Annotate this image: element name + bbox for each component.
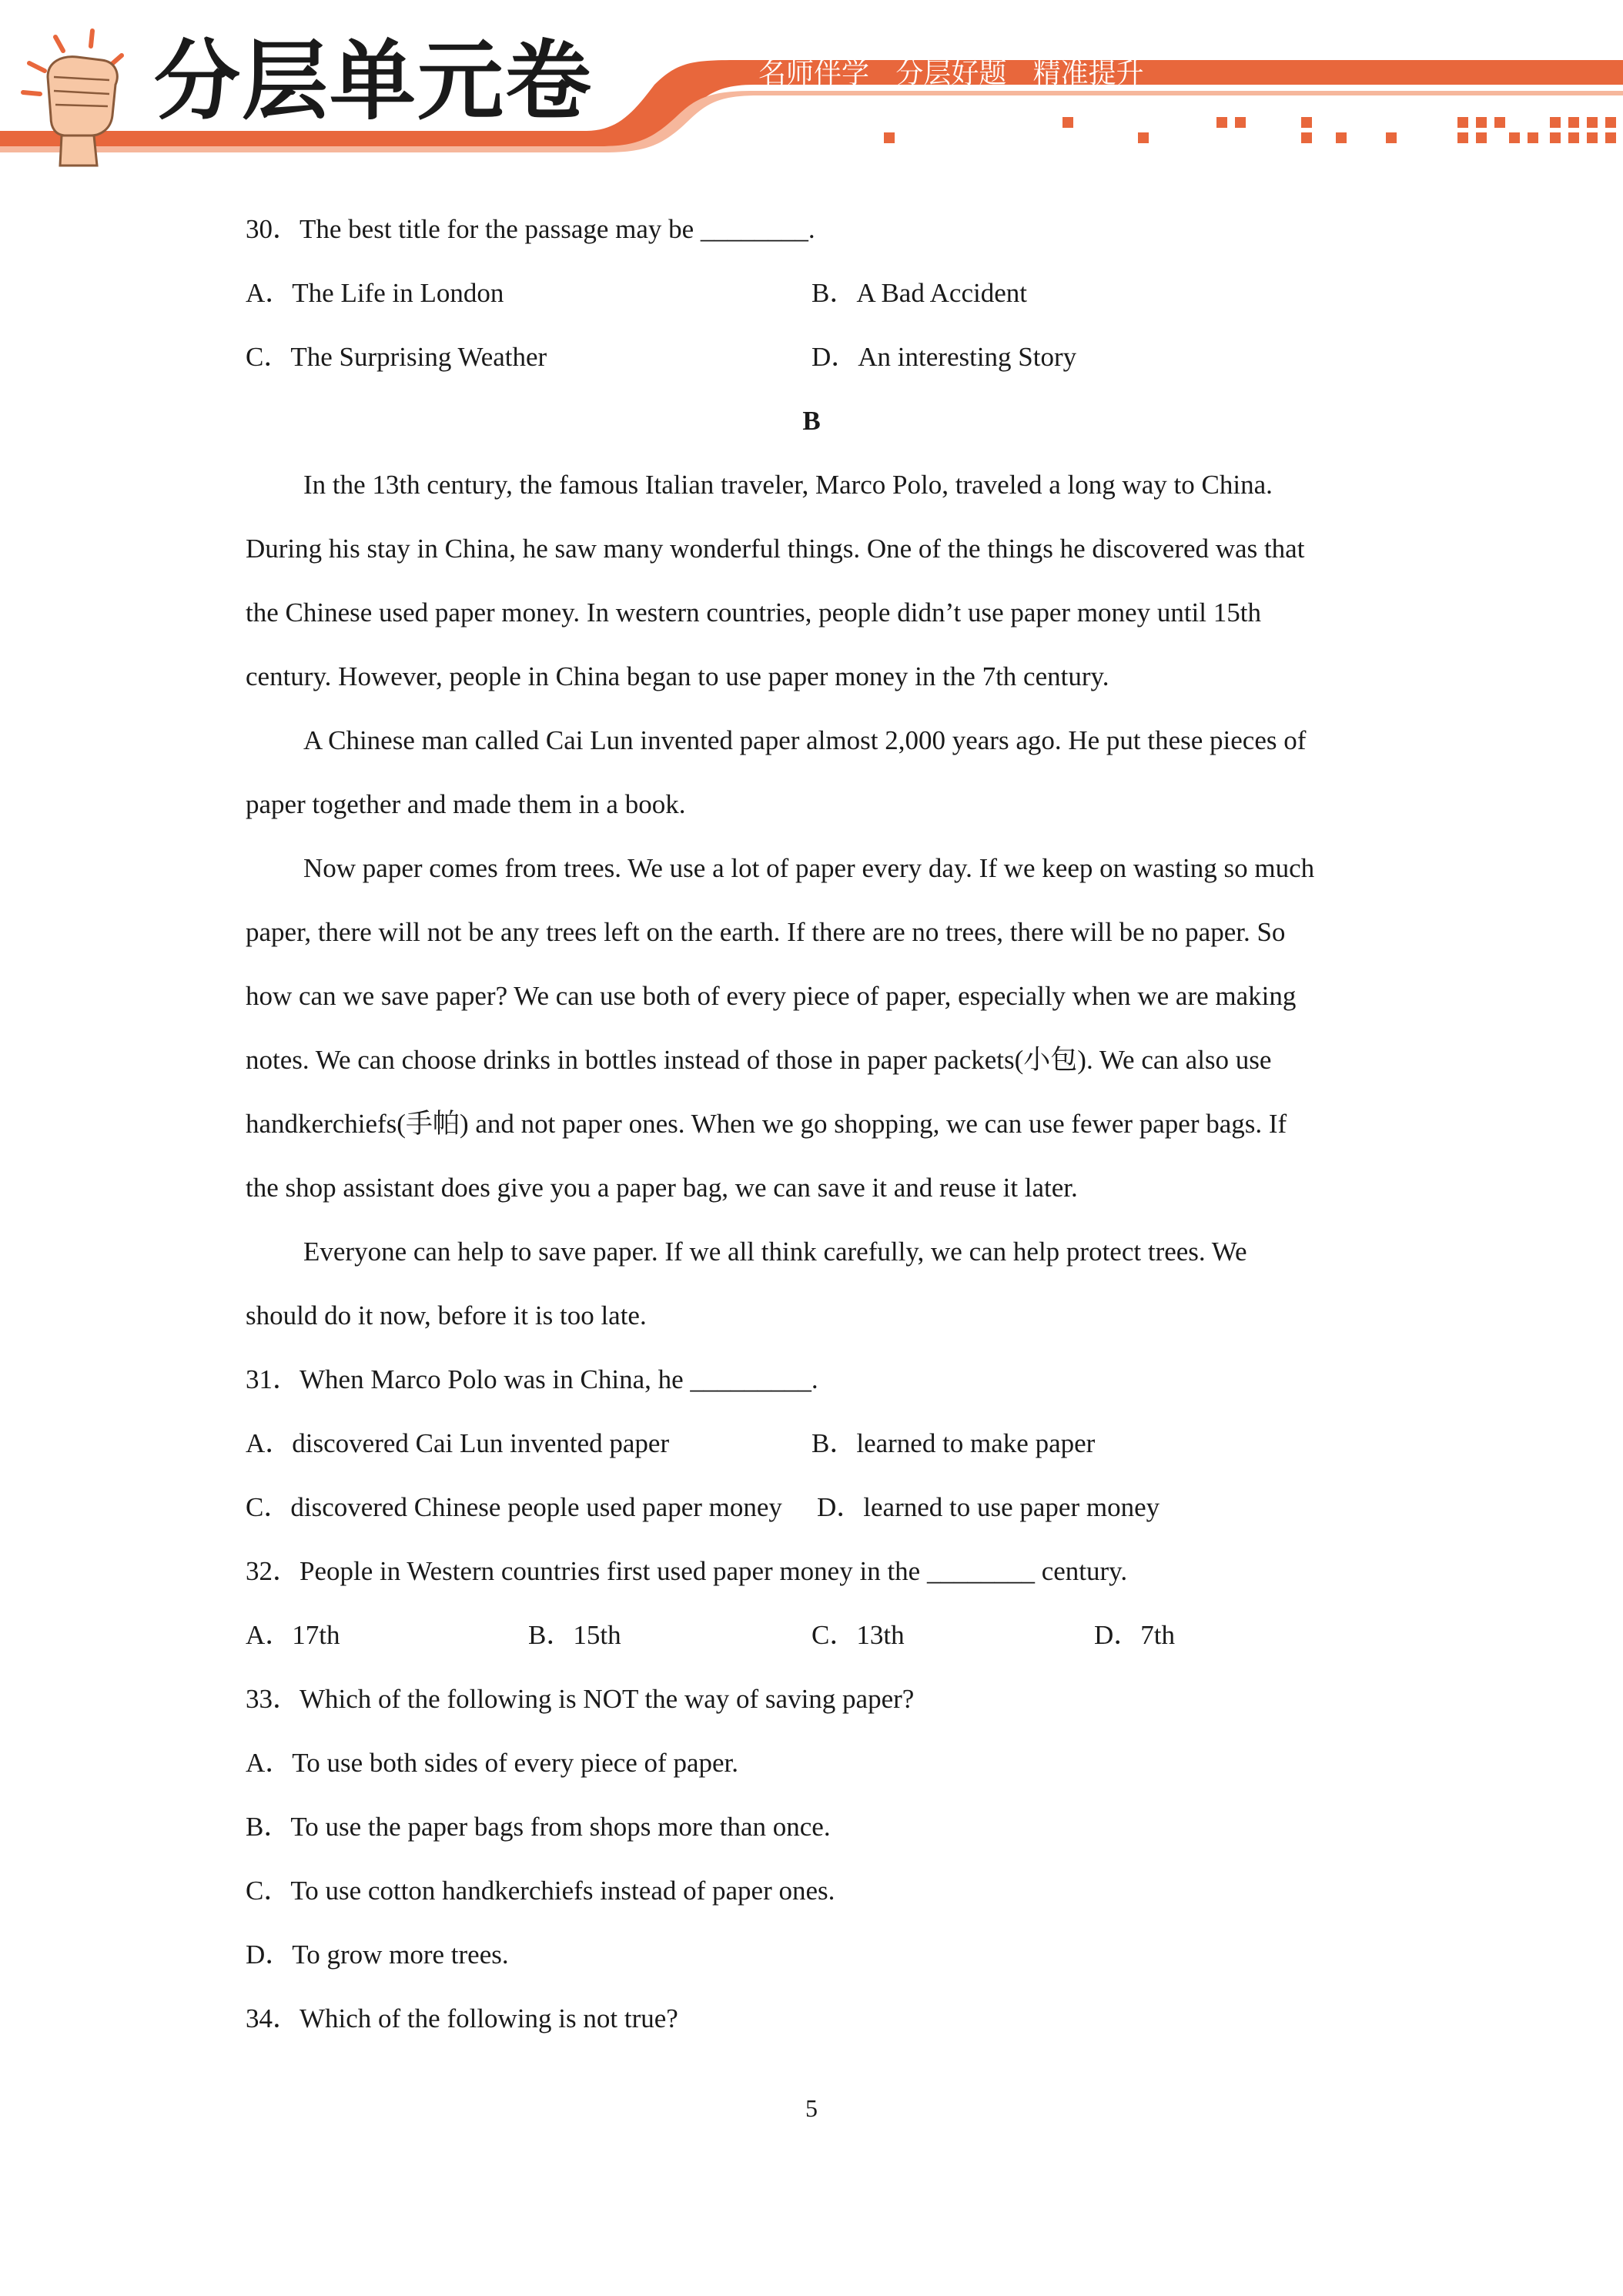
header-slogan: 名师伴学 分层好题 精准提升 [758, 58, 1144, 89]
question-33-option-b: B．To use the paper bags from shops more than once. [246, 1812, 831, 1842]
question-34-stem: 34．Which of the following is not true? [246, 2003, 678, 2033]
question-31-option-b: B．learned to make paper [812, 1428, 1096, 1458]
question-32-option-b: B．15th [528, 1620, 621, 1650]
question-33-option-d: D．To grow more trees. [246, 1940, 509, 1970]
question-31-option-c: C．discovered Chinese people used paper money [246, 1492, 782, 1522]
passage-line: During his stay in China, he saw many wonderful things. One of the things he discovered was that [246, 534, 1305, 564]
passage-line: Everyone can help to save paper. If we all think carefully, we can help protect trees. We [303, 1237, 1247, 1267]
decorative-dots [884, 117, 1616, 143]
passage-line: handkerchiefs(手帕) and not paper ones. When we go shopping, we can use fewer paper bags. If [246, 1109, 1287, 1139]
question-31-stem: 31．When Marco Polo was in China, he _________. [246, 1364, 818, 1394]
passage-line: the shop assistant does give you a paper bag, we can save it and reuse it later. [246, 1173, 1078, 1203]
passage-line: In the 13th century, the famous Italian traveler, Marco Polo, traveled a long way to China. [303, 470, 1273, 500]
question-30-option-d: D．An interesting Story [812, 342, 1077, 372]
page-header [0, 0, 1623, 177]
question-31-option-a: A．discovered Cai Lun invented paper [246, 1428, 670, 1458]
page-number: 5 [805, 2094, 818, 2122]
question-30-option-c: C．The Surprising Weather [246, 342, 547, 372]
passage-line: paper together and made them in a book. [246, 789, 686, 819]
question-32-option-a: A．17th [246, 1620, 340, 1650]
question-32-option-c: C．13th [812, 1620, 905, 1650]
passage-line: notes. We can choose drinks in bottles instead of those in paper packets(小包). We can also use [246, 1045, 1272, 1075]
question-32-stem: 32．People in Western countries first used paper money in the ________ century. [246, 1556, 1128, 1586]
question-30-option-b: B．A Bad Accident [812, 278, 1027, 308]
passage-line: should do it now, before it is too late. [246, 1300, 647, 1330]
passage-line: paper, there will not be any trees left on the earth. If there are no trees, there will be no paper. So [246, 917, 1286, 947]
question-33-stem: 33．Which of the following is NOT the way of saving paper? [246, 1684, 915, 1714]
question-33-option-a: A．To use both sides of every piece of paper. [246, 1748, 738, 1778]
passage-line: A Chinese man called Cai Lun invented paper almost 2,000 years ago. He put these pieces of [303, 725, 1307, 755]
passage-line: century. However, people in China began to use paper money in the 7th century. [246, 661, 1109, 691]
passage-line: the Chinese used paper money. In western countries, people didn’t use paper money until 15th [246, 597, 1261, 628]
passage-line: Now paper comes from trees. We use a lot of paper every day. If we keep on wasting so much [303, 853, 1315, 883]
question-33-option-c: C．To use cotton handkerchiefs instead of paper ones. [246, 1876, 835, 1906]
section-b-title: B [802, 406, 821, 436]
question-31-option-d: D．learned to use paper money [817, 1492, 1160, 1522]
brand-title: 分层单元卷 [154, 32, 593, 132]
question-32-option-d: D．7th [1094, 1620, 1176, 1650]
question-30-option-a: A．The Life in London [246, 278, 504, 308]
passage-line: how can we save paper? We can use both of every piece of paper, especially when we are making [246, 981, 1297, 1011]
question-30-stem: 30．The best title for the passage may be ________. [246, 214, 815, 244]
